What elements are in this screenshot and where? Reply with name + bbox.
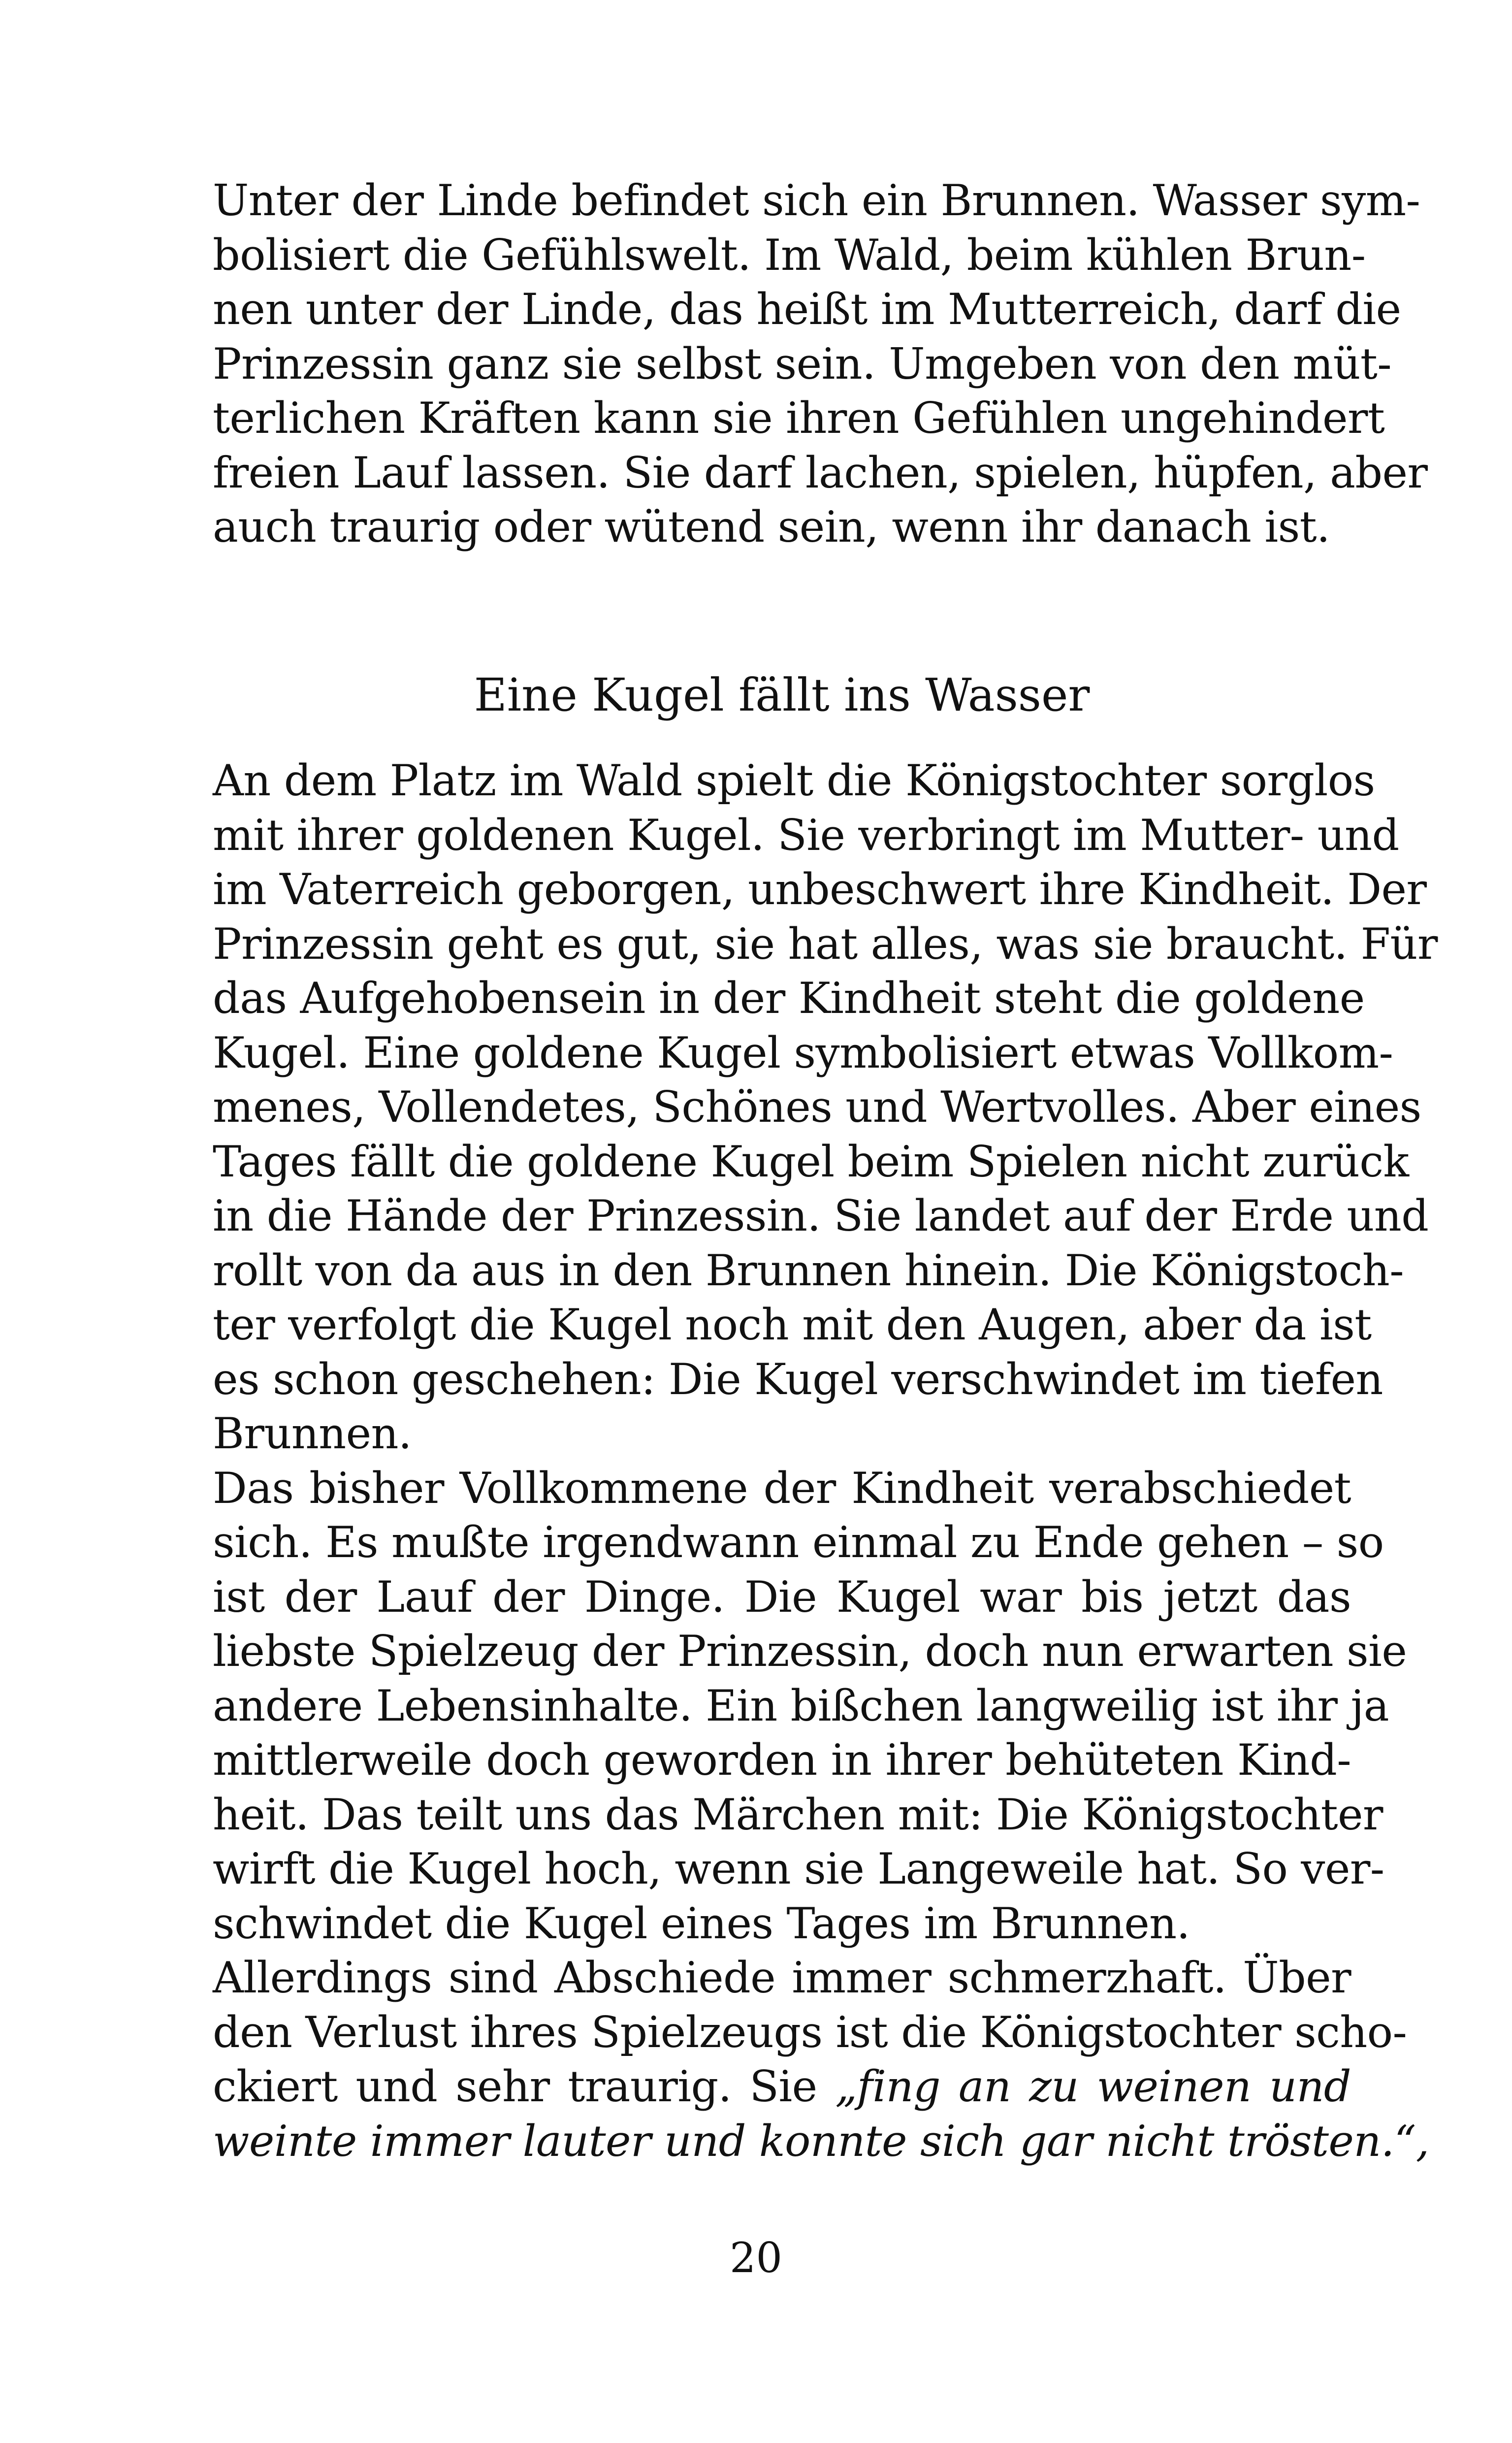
- text-line: Kugel. Eine goldene Kugel symbolisiert etwas Vollkom-: [213, 1027, 1393, 1078]
- text-line: im Vaterreich geborgen, unbeschwert ihre Kindheit. Der: [213, 864, 1427, 914]
- quote-line: [213, 2059, 1351, 2114]
- page-number: 20: [730, 2234, 782, 2282]
- text-line: bolisiert die Gefühlswelt. Im Wald, beim kühlen Brun-: [213, 229, 1366, 280]
- text-line: wirft die Kugel hoch, wenn sie Langeweile hat. So ver-: [213, 1844, 1384, 1894]
- text-line: andere Lebensinhalte. Ein bißchen langweilig ist ihr ja: [213, 1680, 1389, 1731]
- text-line: terlichen Kräften kann sie ihren Gefühlen ungehindert: [213, 393, 1385, 443]
- text-line: Prinzessin geht es gut, sie hat alles, was sie braucht. Für: [213, 918, 1438, 969]
- text-line: Prinzessin ganz sie selbst sein. Umgeben von den müt-: [213, 338, 1392, 389]
- text-line: An dem Platz im Wald spielt die Königstochter sorglos: [213, 755, 1375, 806]
- text-line: freien Lauf lassen. Sie darf lachen, spielen, hüpfen, aber: [213, 447, 1428, 498]
- text-line: mit ihrer goldenen Kugel. Sie verbringt im Mutter- und: [213, 810, 1399, 860]
- quote-italic-text: „fing an zu weinen und: [835, 2061, 1351, 2112]
- text-line: ist der Lauf der Dinge. Die Kugel war bis jetzt das: [213, 1571, 1351, 1622]
- text-line: menes, Vollendetes, Schönes und Wertvolles. Aber eines: [213, 1082, 1421, 1132]
- text-line: Unter der Linde befindet sich ein Brunnen. Wasser sym-: [213, 175, 1420, 226]
- text-line: Allerdings sind Abschiede immer schmerzhaft. Über: [213, 1953, 1351, 2003]
- text-line: Tages fällt die goldene Kugel beim Spielen nicht zurück: [213, 1136, 1409, 1187]
- intro-paragraph: [213, 173, 1428, 554]
- section-body: [213, 753, 1438, 2168]
- text-line: auch traurig oder wütend sein, wenn ihr danach ist.: [213, 502, 1330, 552]
- quote-final-line: weinte immer lauter und konnte sich gar nicht trösten.“,: [213, 2116, 1429, 2166]
- text-line: mittlerweile doch geworden in ihrer behüteten Kind-: [213, 1735, 1351, 1785]
- section-heading: Eine Kugel fällt ins Wasser: [474, 669, 1090, 721]
- text-line: heit. Das teilt uns das Märchen mit: Die Königstochter: [213, 1789, 1383, 1840]
- text-line: sich. Es mußte irgendwann einmal zu Ende gehen – so: [213, 1517, 1384, 1567]
- text-line: es schon geschehen: Die Kugel verschwindet im tiefen: [213, 1354, 1383, 1404]
- text-line: nen unter der Linde, das heißt im Mutterreich, darf die: [213, 284, 1401, 334]
- text-line: ter verfolgt die Kugel noch mit den Augen, aber da ist: [213, 1300, 1372, 1350]
- text-line: den Verlust ihres Spielzeugs ist die Königstochter scho-: [213, 2007, 1407, 2057]
- text-line: Brunnen.: [213, 1408, 412, 1459]
- text-line: liebste Spielzeug der Prinzessin, doch nun erwarten sie: [213, 1626, 1407, 1676]
- text-line: das Aufgehobensein in der Kindheit steht die goldene: [213, 973, 1365, 1023]
- quote-lead-text: ckiert und sehr traurig. Sie: [213, 2061, 836, 2112]
- text-line: Das bisher Vollkommene der Kindheit verabschiedet: [213, 1463, 1351, 1513]
- text-line: in die Hände der Prinzessin. Sie landet auf der Erde und: [213, 1191, 1429, 1241]
- text-line: rollt von da aus in den Brunnen hinein. Die Königstoch-: [213, 1245, 1404, 1296]
- text-line: schwindet die Kugel eines Tages im Brunnen.: [213, 1898, 1190, 1949]
